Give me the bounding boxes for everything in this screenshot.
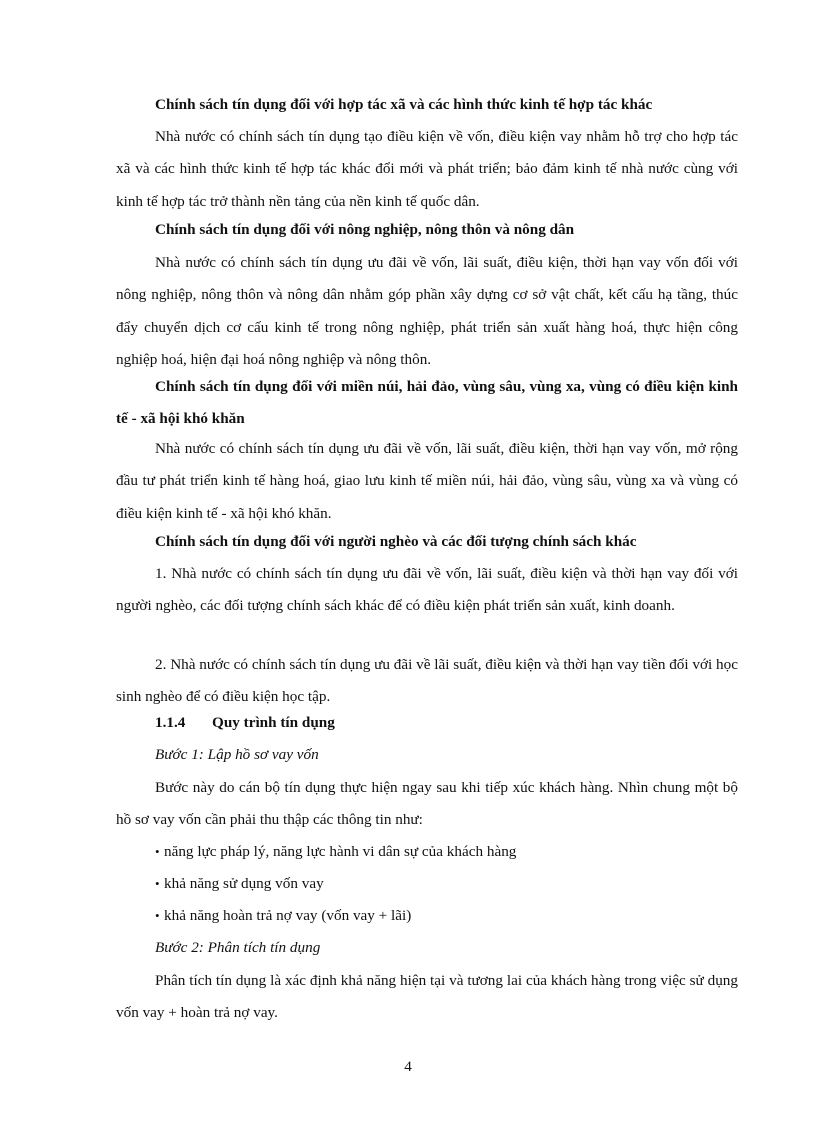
paragraph-poor-people-credit-2: 2. Nhà nước có chính sách tín dụng ưu đãi về lãi suất, điều kiện và thời hạn vay tiền đối với học sinh nghèo để có điều kiện học tập. — [116, 656, 738, 706]
paragraph-agriculture-credit: Nhà nước có chính sách tín dụng ưu đãi về vốn, lãi suất, điều kiện, thời hạn vay vốn đối với nông nghiệp, nông thôn và nông dân nhằm góp phần xây dựng cơ sở vật chất, kết cấu hạ tầng, thúc đẩy chuyển dịch cơ cấu kinh tế trong nông nghiệp, phát triển sản xuất hàng hoá, thực hiện công nghiệp hoá, hiện đại hoá nông nghiệp và nông thôn. — [116, 254, 738, 368]
paragraph-poor-people-credit-1: 1. Nhà nước có chính sách tín dụng ưu đãi về vốn, lãi suất, điều kiện và thời hạn vay đối với người nghèo, các đối tượng chính sách khác để có điều kiện phát triển sản xuất, kinh doanh. — [116, 565, 738, 615]
heading-agriculture-credit: Chính sách tín dụng đối với nông nghiệp, nông thôn và nông dân — [155, 221, 575, 238]
list-item — [155, 868, 738, 900]
list-item-text: năng lực pháp lý, năng lực hành vi dân sự của khách hàng — [164, 843, 517, 860]
heading-poor-people-credit: Chính sách tín dụng đối với người nghèo và các đối tượng chính sách khác — [155, 533, 637, 550]
list-item — [155, 836, 738, 868]
list-item — [155, 900, 738, 932]
paragraph-mountain-region-credit: Nhà nước có chính sách tín dụng ưu đãi về vốn, lãi suất, điều kiện, thời hạn vay vốn, mở rộng đầu tư phát triển kinh tế hàng hoá, giao lưu kinh tế miền núi, hải đảo, vùng sâu, vùng xa và vùng có điều kiện kinh tế - xã hội khó khăn. — [116, 440, 738, 522]
section-number: 1.1.4 — [155, 714, 186, 731]
section-heading — [116, 707, 777, 739]
bullet-icon: • — [155, 908, 160, 923]
section-title: Quy trình tín dụng — [212, 714, 335, 731]
paragraph-step-2: Phân tích tín dụng là xác định khả năng hiện tại và tương lai của khách hàng trong việc sử dụng vốn vay + hoàn trả nợ vay. — [116, 972, 738, 1022]
heading-mountain-region-credit: Chính sách tín dụng đối với miền núi, hải đảo, vùng sâu, vùng xa, vùng có điều kiện kinh tế - xã hội khó khăn — [116, 378, 738, 427]
paragraph-step-1: Bước này do cán bộ tín dụng thực hiện ngay sau khi tiếp xúc khách hàng. Nhìn chung một bộ hồ sơ vay vốn cần phải thu thập các thông tin như: — [116, 779, 738, 829]
heading-cooperative-credit: Chính sách tín dụng đối với hợp tác xã và các hình thức kinh tế hợp tác khác — [155, 96, 653, 113]
step-2-heading: Bước 2: Phân tích tín dụng — [155, 939, 321, 956]
bullet-icon: • — [155, 876, 160, 891]
list-item-text: khả năng hoàn trả nợ vay (vốn vay + lãi) — [164, 907, 412, 924]
step-1-heading: Bước 1: Lập hồ sơ vay vốn — [155, 746, 319, 763]
paragraph-cooperative-credit: Nhà nước có chính sách tín dụng tạo điều kiện về vốn, điều kiện vay nhằm hỗ trợ cho hợp tác xã và các hình thức kinh tế hợp tác khác đổi mới và phát triển; bảo đảm kinh tế nhà nước cùng với kinh tế hợp tác trở thành nền tảng của nền kinh tế quốc dân. — [116, 128, 738, 210]
bullet-icon: • — [155, 844, 160, 859]
list-item-text: khả năng sử dụng vốn vay — [164, 875, 324, 892]
page-number: 4 — [404, 1058, 412, 1075]
